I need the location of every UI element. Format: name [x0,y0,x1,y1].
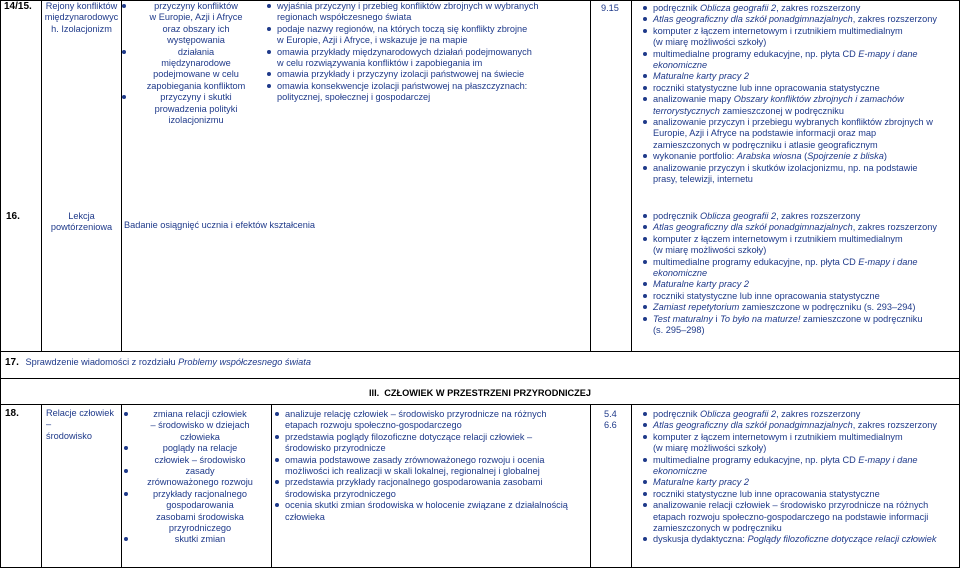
bullet-icon [124,492,128,496]
resource-text: i [712,313,721,324]
bullet-icon [643,6,647,10]
resource-item [643,106,957,117]
list-item-text: regionach współczesnego świata [277,12,412,23]
list-item-text: podejmowane w celu [153,69,239,80]
resource-item [643,409,957,420]
resource-text: prasy, telewizji, internetu [653,174,753,185]
list-item-text: przykłady racjonalnego [153,488,247,499]
list-item [275,409,587,420]
resource-text: roczniki statystyczne lub inne opracowania statystyczne [653,488,880,499]
resource-text: (s. 295–298) [653,325,705,336]
col-border-5b [631,404,632,568]
bullet-icon [267,72,271,76]
list-item [275,512,587,523]
resource-item [643,83,957,94]
resource-text: multimedialne programy edukacyjne, np. płyta CD [653,48,859,59]
list-item [267,47,587,58]
list-item-text: przyczyny konfliktów [154,1,238,11]
bullet-icon [643,294,647,298]
resource-text: Atlas geograficzny dla szkół ponadgimnazjalnych [653,222,853,233]
resource-text: komputer z łączem internetowym i rzutnikiem multimedialnym [653,25,903,36]
resource-text: komputer z łączem internetowym i rzutnikiem multimedialnym [653,431,903,442]
resource-item [643,314,957,325]
list-item-text: wyjaśnia przyczyny i przebieg konfliktów zbrojnych w wybranych [277,1,539,11]
resource-text: terrorystycznych [653,105,720,116]
list-item [275,489,587,500]
list-item [124,455,266,466]
list-item-text: gospodarowania [166,500,234,511]
resource-item [643,117,957,128]
list-item-text: przyczyny i skutki [160,92,232,103]
bullet-icon [643,480,647,484]
resource-item [643,128,957,139]
list-item-text: możliwości ich realizacji w skali lokalnej, regionalnej i globalnej [285,466,540,477]
list-item [124,534,266,545]
bullet-icon [643,458,647,462]
resource-item [643,432,957,443]
resource-text: analizowanie mapy [653,94,734,105]
resources-list [643,3,957,186]
list-item [275,443,587,454]
list-item [124,523,266,534]
resource-text: To było na maturze! [720,313,801,324]
resource-item [643,140,957,151]
list-item [124,432,266,443]
resource-item [643,163,957,174]
list-item [122,1,260,12]
resource-item [643,279,957,290]
list-item-text: omawia konsekwencje izolacji państwowej na płaszczyznach: [277,80,528,91]
lesson-content-list [122,1,260,126]
resource-item [643,455,957,466]
resource-item [643,325,957,336]
list-item-text: międzynarodowe [161,58,231,69]
resource-item [643,512,957,523]
resource-text: Oblicza geografii 2 [699,211,777,221]
bullet-icon [643,503,647,507]
list-item [267,92,587,103]
resource-text: , zakres rozszerzony [776,409,861,419]
list-item [267,1,587,12]
col-border-1 [41,0,42,352]
resource-text: , zakres rozszerzony [852,222,937,233]
learning-goals-list [267,1,587,104]
list-item-text: oraz obszary ich [162,23,230,34]
list-item-text: w Europie, Azji i Afryce, i wskazuje je na mapie [277,35,468,46]
bullet-icon [275,503,279,507]
resource-item [643,466,957,477]
resource-item [643,49,957,60]
bullet-icon [267,50,271,54]
resource-text: dyskusja dydaktyczna: [653,534,748,545]
bullet-icon [643,120,647,124]
list-item-text: człowieka [180,431,220,442]
resource-text: Zamiast repetytorium [653,302,740,313]
resource-text: Maturalne karty pracy 2 [653,279,749,290]
list-item [122,104,260,115]
section-title: CZŁOWIEK W PRZESTRZENI PRZYRODNICZEJ [384,388,592,398]
resource-text: , zakres rozszerzony [852,420,937,431]
bullet-icon [643,260,647,264]
list-item-text: omawia przykłady międzynarodowych działań podejmowanych [277,46,532,57]
resource-text: Obszary konfliktów zbrojnych i zamachów [733,94,904,105]
resource-item [643,234,957,245]
list-item [267,69,587,80]
list-item [267,81,587,92]
list-item [122,115,260,126]
resource-text: Spojrzenie z bliska [807,151,884,162]
resource-item [643,26,957,37]
resource-text: E-mapy i dane [858,256,918,267]
section-heading [0,388,960,399]
list-item [122,92,260,103]
list-item [275,420,587,431]
list-item [122,12,260,23]
chapter-title: Problemy współczesnego świata [178,357,311,367]
bullet-icon [275,480,279,484]
resource-item [643,257,957,268]
list-item [124,466,266,477]
resource-text: Poglądy filozoficzne dotyczące relacji człowiek [747,534,937,545]
resource-item [643,14,957,25]
lesson-topic-18: Relacje człowiek – środowisko [46,408,114,441]
bullet-icon [124,537,128,541]
col-border-4 [590,0,591,352]
bullet-icon [267,84,271,88]
list-item-text: skutki zmian [174,534,226,545]
list-item-text: etapach rozwoju społeczno-gospodarczego [285,420,462,431]
list-item [275,500,587,511]
section-roman: III. [368,388,380,398]
resource-text: Test maturalny [653,313,713,324]
resource-item [643,489,957,500]
resource-item [643,534,957,545]
bullet-icon [643,214,647,218]
resource-text: Arabska wiosna [736,151,802,162]
bullet-icon [124,446,128,450]
resource-item [643,71,957,82]
list-item-text: prowadzenia polityki [154,103,238,114]
resource-item [643,500,957,511]
row17-bottom-border [0,378,960,379]
lesson-number-18: 18. [5,408,19,419]
bullet-icon [267,4,271,8]
col-border-5 [631,0,632,352]
resource-text: , zakres rozszerzony [776,3,861,13]
list-item [122,47,260,58]
bullet-icon [122,4,126,8]
resource-text: , zakres rozszerzony [852,14,937,25]
bullet-icon [643,166,647,170]
resource-text: Maturalne karty pracy 2 [653,71,749,82]
resource-text: Oblicza geografii 2 [699,3,777,13]
col-border-2b [121,404,122,568]
list-item-text: zrównoważonego rozwoju [147,477,253,488]
list-item-text: zasobami środowiska [156,511,244,522]
list-item-text: przyrodniczego [168,523,232,534]
list-item-text: środowisko przyrodnicze [285,443,386,454]
bullet-icon [643,412,647,416]
resource-text: analizowanie relacji człowiek – środowisko przyrodnicze na różnych [653,500,929,511]
list-item-text: zasady [185,466,215,477]
row17-top-border [0,351,960,352]
resource-text: multimedialne programy edukacyjne, np. płyta CD [653,454,859,465]
list-item-text: omawia przykłady i przyczyny izolacji państwowej na świecie [277,69,525,80]
list-item-text: występowania [167,35,225,46]
bullet-icon [275,458,279,462]
resource-text: analizowanie przyczyn i przebiegu wybranych konfliktów zbrojnych w [653,117,933,128]
bullet-icon [643,435,647,439]
list-item [275,455,587,466]
resource-item [643,291,957,302]
list-item [122,81,260,92]
col-border-3b [271,404,272,568]
resource-text: podręcznik [653,211,700,221]
list-item-text: zmiana relacji człowiek [153,409,247,419]
resource-text: E-mapy i dane [858,48,918,59]
resource-text: , zakres rozszerzony [776,211,861,221]
resource-text: zamieszczonych w podręczniku [653,523,782,534]
bullet-icon [643,86,647,90]
list-item-text: podaje nazwy regionów, na których toczą się konflikty zbrojne [277,23,528,34]
lesson-content-list-18 [124,409,266,546]
col-border-4b [590,404,591,568]
test-label: Sprawdzenie wiadomości z rozdziału [25,357,179,367]
resource-text: roczniki statystyczne lub inne opracowania statystyczne [653,290,880,301]
resource-text: Maturalne karty pracy 2 [653,477,749,488]
list-item [122,58,260,69]
list-item-text: człowieka [285,511,325,522]
resource-item [643,222,957,233]
list-item-text: przedstawia poglądy filozoficzne dotyczące relacji człowiek – [285,431,533,442]
list-item [124,409,266,420]
list-item-text: – środowisko w dziejach [150,420,250,431]
col-border-left [0,0,1,568]
bullet-icon [643,423,647,427]
bullet-icon [124,412,128,416]
lesson-number-17: 17. [5,357,19,368]
list-item-text: działania [177,46,215,57]
list-item-text: poglądy na relacje [162,443,238,454]
resource-text: zamieszczonej w podręczniku [719,105,844,116]
resource-item [643,268,957,279]
resource-text: ( [801,151,808,162]
bullet-icon [122,50,126,54]
row17-text [5,357,311,368]
resource-item [643,151,957,162]
resource-text: (w miarę możliwości szkoły) [653,245,767,256]
bullet-icon [643,97,647,101]
list-item-text: przedstawia przykłady racjonalnego gospodarowania zasobami [285,477,543,488]
resource-item [643,174,957,185]
bullet-icon [643,537,647,541]
resource-item [643,443,957,454]
resource-item [643,37,957,48]
bullet-icon [643,154,647,158]
resource-text: komputer z łączem internetowym i rzutnikiem multimedialnym [653,233,903,244]
col-border-1b [41,404,42,568]
list-item-text: omawia podstawowe zasady zrównoważonego rozwoju i ocenia [285,454,545,465]
resources-list-18 [643,409,957,546]
list-item-text: zapobiegania konfliktom [146,80,246,91]
resource-item [643,211,957,222]
assessment-goal: Badanie osiągnięć ucznia i efektów kształcenia [124,220,316,230]
bullet-icon [275,435,279,439]
list-item [267,58,587,69]
resource-text: ekonomiczne [653,268,708,279]
resource-item [643,420,957,431]
resource-text: Atlas geograficzny dla szkół ponadgimnazjalnych [653,420,853,431]
bullet-icon [643,17,647,21]
bullet-icon [643,305,647,309]
lesson-number-16: 16. [6,211,20,222]
resource-item [643,60,957,71]
lesson-number: 14/15. [4,1,32,12]
bullet-icon [643,492,647,496]
list-item-text: analizuje relację człowiek – środowisko przyrodnicze na różnych [285,409,547,419]
bullet-icon [275,412,279,416]
list-item [267,12,587,23]
resource-text: podręcznik [653,3,700,13]
resource-text: ekonomiczne [653,466,708,477]
bullet-icon [643,52,647,56]
list-item-text: ocenia skutki zmian środowiska w holocenie związane z działalnością [285,500,568,511]
list-item [122,24,260,35]
resource-item [643,523,957,534]
resource-text: ) [883,151,887,162]
list-item [122,35,260,46]
list-item [124,443,266,454]
resource-item [643,302,957,313]
list-item [275,477,587,488]
resource-text: Atlas geograficzny dla szkół ponadgimnazjalnych [653,14,853,25]
list-item [124,500,266,511]
resource-item [643,245,957,256]
list-item [124,477,266,488]
lesson-topic-16: Lekcja powtórzeniowa [50,211,113,233]
list-item-text: izolacjonizmu [168,115,224,126]
list-item-text: środowiska przyrodniczego [285,488,396,499]
list-item-text: politycznej, społecznej i gospodarczej [277,92,431,103]
bullet-icon [643,29,647,33]
resource-text: E-mapy i dane [858,454,918,465]
section-bottom-border [0,404,960,405]
resource-text: Europie, Azji i Afryce na podstawie informacji oraz map [653,128,877,139]
curriculum-code: 9.15 [601,3,619,13]
list-item-text: człowiek – środowisko [154,454,246,465]
bullet-icon [643,282,647,286]
resource-text: zamieszczone w podręczniku (s. 293–294) [739,302,916,313]
resource-text: zamieszczonych w podręczniku i atlasie geograficznym [653,139,878,150]
bullet-icon [643,237,647,241]
resource-text: zamieszczone w podręczniku [800,313,923,324]
resource-item [643,94,957,105]
list-item-text: w celu rozwiązywania konfliktów i zapobiegania im [277,58,483,69]
curriculum-codes-18: 5.4 6.6 [604,409,617,431]
list-item [275,466,587,477]
list-item [124,420,266,431]
list-item [275,432,587,443]
resource-item [643,3,957,14]
list-item [124,489,266,500]
resource-text: etapach rozwoju społeczno-gospodarczego na podstawie informacji [653,511,929,522]
bullet-icon [643,225,647,229]
resources-list-16 [643,211,957,336]
resource-text: ekonomiczne [653,60,708,71]
lesson-topic: Rejony konfliktów międzynarodowyc h. Izolacjonizm [44,1,119,34]
learning-goals-list-18 [275,409,587,523]
list-item [267,35,587,46]
bullet-icon [267,27,271,31]
resource-item [643,477,957,488]
resource-text: multimedialne programy edukacyjne, np. płyta CD [653,256,859,267]
bullet-icon [124,469,128,473]
resource-text: analizowanie przyczyn i skutków izolacjonizmu, np. na podstawie [653,162,918,173]
resource-text: podręcznik [653,409,700,419]
list-item [124,512,266,523]
list-item [267,24,587,35]
resource-text: (w miarę możliwości szkoły) [653,443,767,454]
resource-text: (w miarę możliwości szkoły) [653,37,767,48]
list-item-text: w Europie, Azji i Afryce [149,12,243,23]
bullet-icon [643,74,647,78]
bullet-icon [122,95,126,99]
resource-text: wykonanie portfolio: [653,151,737,162]
resource-text: roczniki statystyczne lub inne opracowania statystyczne [653,82,880,93]
resource-text: Oblicza geografii 2 [699,409,777,419]
list-item [122,69,260,80]
bullet-icon [643,317,647,321]
